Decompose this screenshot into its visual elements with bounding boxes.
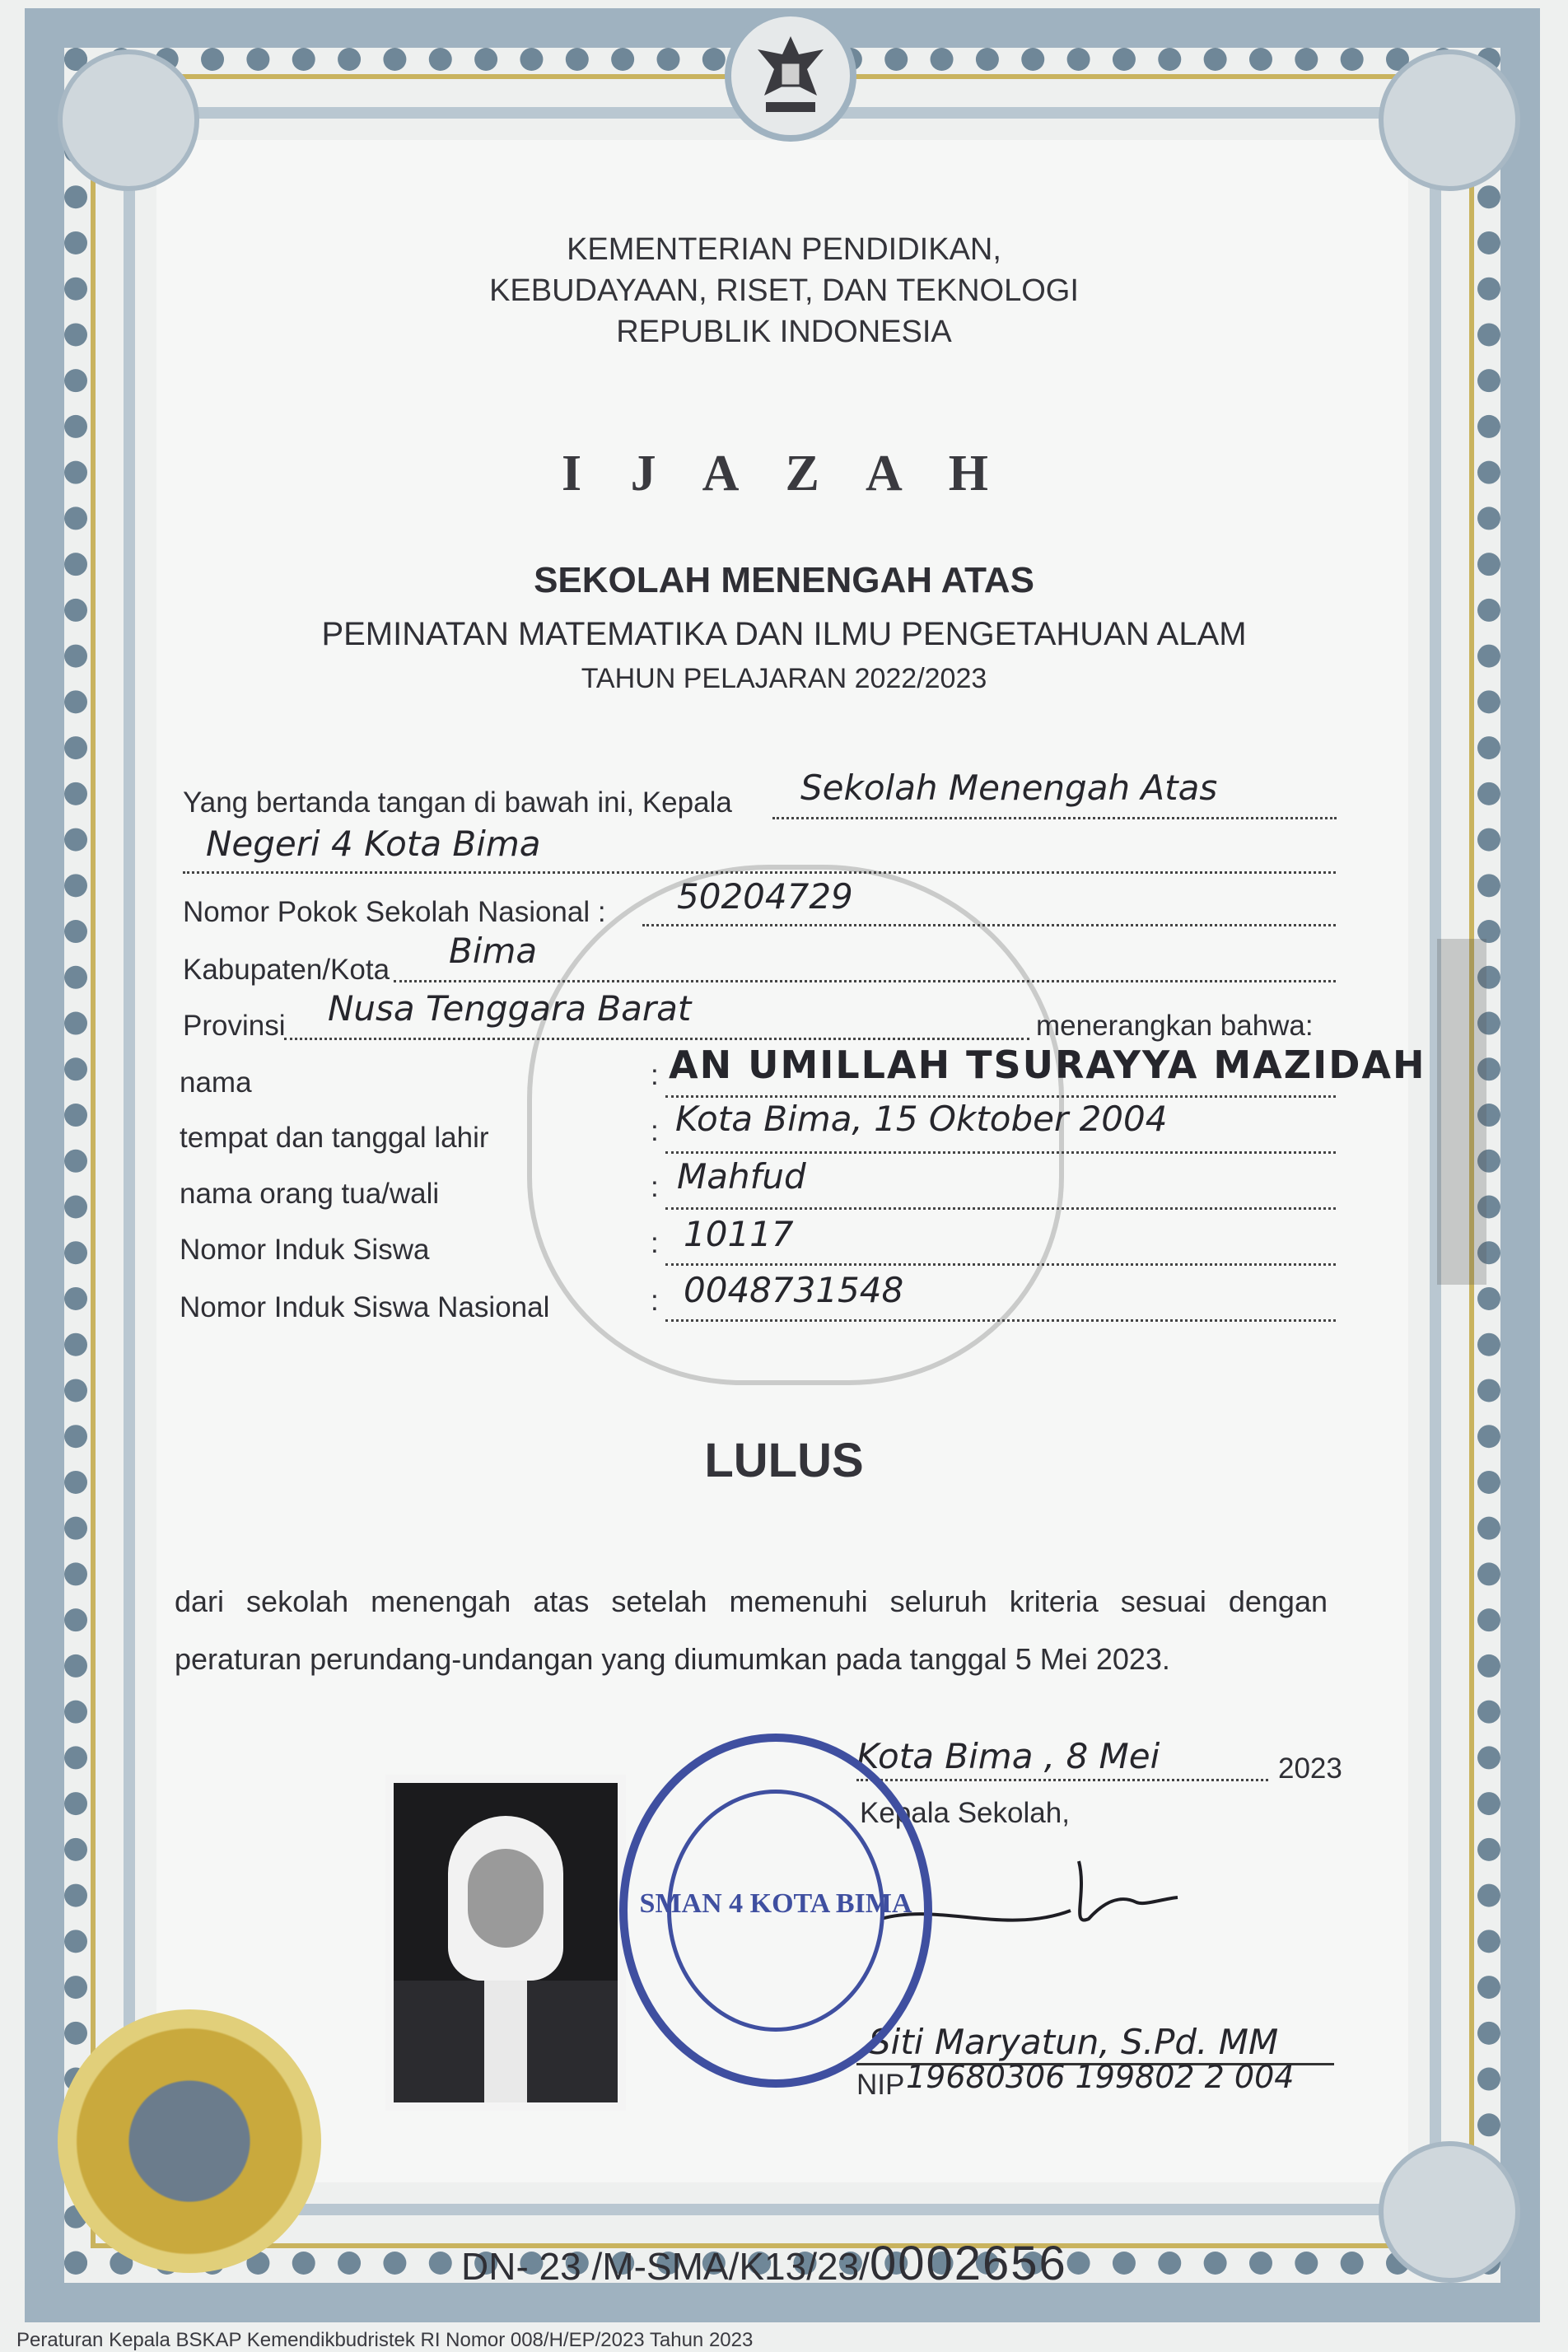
regulation-footer: Peraturan Kepala BSKAP Kemendikbudristek RI Nomor 008/H/EP/2023 Tahun 2023	[16, 2329, 754, 2351]
hologram-medal-icon	[58, 2009, 321, 2273]
npsn-label: Nomor Pokok Sekolah Nasional :	[183, 896, 606, 928]
nisn-label: Nomor Induk Siswa Nasional	[180, 1291, 550, 1323]
nip-value: 19680306 199802 2 004	[906, 2059, 1295, 2095]
dotted-line	[665, 1263, 1336, 1266]
ttl-label: tempat dan tanggal lahir	[180, 1122, 489, 1154]
corner-ornament-top-right	[1379, 49, 1520, 191]
corner-ornament-top-left	[58, 49, 199, 191]
serial-number	[461, 2236, 1067, 2291]
dotted-line	[856, 1779, 1268, 1781]
nis-label: Nomor Induk Siswa	[180, 1234, 430, 1266]
signature-year: 2023	[1278, 1752, 1342, 1785]
colon: :	[651, 1285, 659, 1317]
nama-value: AN UMILLAH TSURAYYA MAZIDAH	[669, 1043, 1426, 1087]
provinsi-label: Provinsi	[183, 1010, 286, 1042]
dotted-line	[665, 1151, 1336, 1154]
provinsi-value: Nusa Tenggara Barat	[328, 988, 692, 1029]
serial-digits: 0002656	[869, 2237, 1067, 2290]
nisn-value: 0048731548	[684, 1270, 904, 1310]
colon: :	[651, 1059, 659, 1091]
garuda-emblem-icon	[725, 10, 856, 142]
dotted-line	[642, 924, 1336, 926]
signer-name: Siti Maryatun, S.Pd. MM	[869, 2022, 1279, 2062]
ortu-label: nama orang tua/wali	[180, 1178, 440, 1210]
serial-prefix: DN- 23 /M-SMA/K13/23/	[461, 2245, 870, 2288]
dotted-line	[394, 980, 1336, 982]
academic-year: TAHUN PELAJARAN 2022/2023	[581, 663, 987, 694]
ministry-line-1: KEMENTERIAN PENDIDIKAN,	[567, 232, 1001, 267]
side-perforation-stamp	[1437, 939, 1486, 1285]
npsn-value: 50204729	[677, 876, 853, 917]
school-stamp-seal	[619, 1734, 932, 2088]
dotted-line	[183, 871, 1336, 874]
nis-value: 10117	[684, 1214, 794, 1254]
menerangkan-label: menerangkan bahwa:	[1036, 1010, 1314, 1042]
colon: :	[651, 1227, 659, 1259]
nip-label: NIP	[856, 2069, 905, 2101]
school-name-line-2: Negeri 4 Kota Bima	[206, 824, 541, 864]
kabupaten-label: Kabupaten/Kota	[183, 954, 390, 986]
ministry-line-2: KEBUDAYAAN, RISET, DAN TEKNOLOGI	[489, 273, 1079, 308]
ttl-value: Kota Bima, 15 Oktober 2004	[675, 1099, 1168, 1139]
seal-text: SMAN 4 KOTA BIMA	[639, 1888, 912, 1919]
dotted-line	[665, 1319, 1336, 1322]
dotted-line	[772, 817, 1337, 819]
ministry-line-3: REPUBLIK INDONESIA	[616, 315, 952, 349]
document-title: I J A Z A H	[561, 446, 1007, 502]
graduation-paragraph: dari sekolah menengah atas setelah memenuhi seluruh kriteria sesuai dengan peraturan perundang-undangan yang diumumkan pada tanggal 5 Mei 2023.	[175, 1584, 1328, 1676]
dotted-line	[665, 1207, 1336, 1210]
kabupaten-value: Bima	[449, 931, 538, 971]
school-name-line-1: Sekolah Menengah Atas	[800, 768, 1218, 808]
specialization: PEMINATAN MATEMATIKA DAN ILMU PENGETAHUAN ALAM	[321, 616, 1247, 652]
graduation-status: LULUS	[704, 1434, 864, 1487]
corner-ornament-bottom-right	[1379, 2141, 1520, 2283]
colon: :	[651, 1115, 659, 1147]
intro-label: Yang bertanda tangan di bawah ini, Kepala	[183, 786, 732, 819]
dotted-line	[284, 1038, 1029, 1040]
signature-place-date: Kota Bima , 8 Mei	[856, 1736, 1160, 1776]
ortu-value: Mahfud	[677, 1156, 806, 1197]
student-photo	[385, 1775, 626, 2111]
nama-label: nama	[180, 1066, 252, 1099]
school-level: SEKOLAH MENENGAH ATAS	[534, 560, 1034, 600]
signature-role: Kepala Sekolah,	[860, 1797, 1070, 1829]
dotted-line	[665, 1095, 1336, 1098]
ministry-header	[0, 229, 1568, 352]
colon: :	[651, 1171, 659, 1203]
